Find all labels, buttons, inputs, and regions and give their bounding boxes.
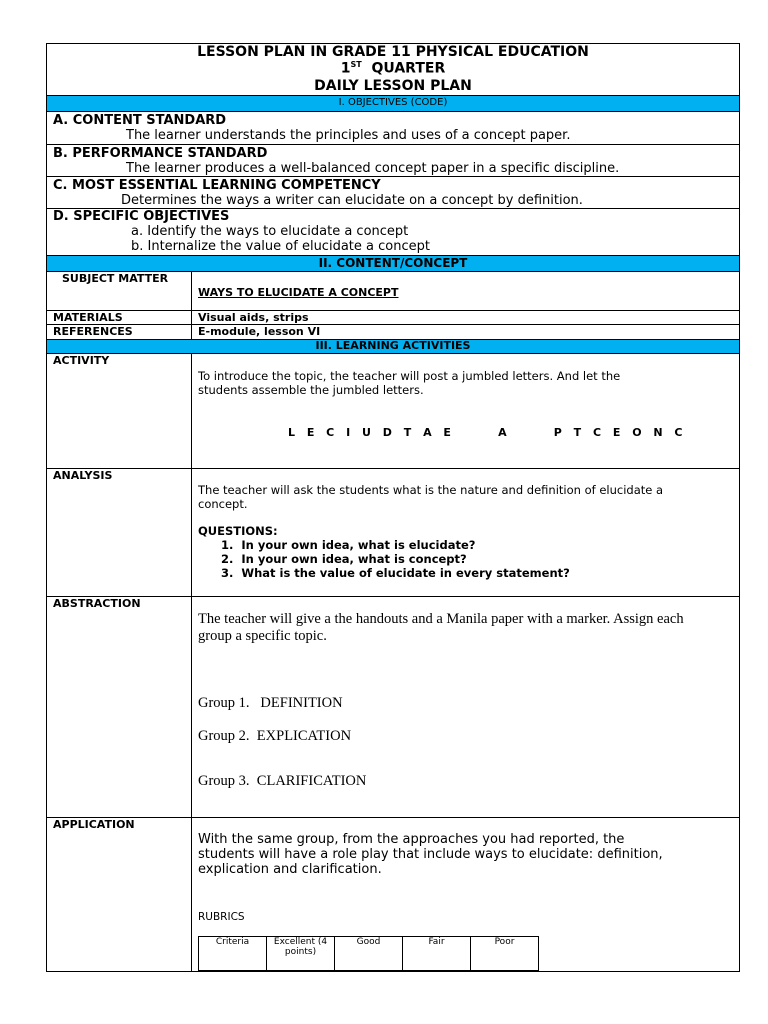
abstraction-text-line: The teacher will give a the handouts and a Manila paper with a marker. Assign each [198, 611, 684, 627]
quarter-superscript: ST [350, 60, 362, 69]
analysis-row [47, 469, 739, 597]
rubric-header-cell [335, 937, 403, 971]
competency-row [47, 177, 739, 209]
objectives-band [47, 96, 739, 112]
rubric-poor: Poor [494, 937, 515, 947]
header-daily-lesson-plan: DAILY LESSON PLAN [314, 78, 472, 94]
specific-objectives-row [47, 209, 739, 256]
subject-matter-label: SUBJECT MATTER [62, 272, 169, 285]
activity-label-cell [47, 354, 192, 468]
activity-text-line: students assemble the jumbled letters. [198, 383, 424, 397]
application-label: APPLICATION [53, 818, 135, 831]
activity-content-cell [192, 354, 739, 468]
activity-label: ACTIVITY [53, 354, 110, 367]
content-heading: II. CONTENT/CONCEPT [318, 256, 468, 270]
application-text-line: With the same group, from the approaches you had reported, the [198, 832, 625, 847]
learning-activities-band [47, 340, 739, 354]
analysis-label-cell [47, 469, 192, 596]
analysis-label: ANALYSIS [53, 469, 113, 482]
rubrics-table [198, 936, 539, 971]
performance-standard-title: B. PERFORMANCE STANDARD [53, 146, 268, 161]
application-text-line: students will have a role play that include ways to elucidate: definition, [198, 847, 663, 862]
specific-objective-item: b. Internalize the value of elucidate a concept [131, 239, 430, 254]
materials-row [47, 311, 739, 325]
activity-row [47, 354, 739, 469]
application-row [47, 818, 739, 971]
specific-objectives-title: D. SPECIFIC OBJECTIVES [53, 209, 230, 224]
abstraction-text-line: group a specific topic. [198, 628, 327, 644]
analysis-text-line: concept. [198, 497, 248, 511]
quarter-number: 1 [340, 60, 351, 77]
rubric-good: Good [356, 937, 381, 947]
materials-label-cell [47, 311, 192, 324]
rubrics-header-row [199, 937, 539, 971]
analysis-text-line: The teacher will ask the students what is the nature and definition of elucidate a [198, 483, 664, 497]
analysis-content-cell [192, 469, 739, 596]
abstraction-content-cell [192, 597, 739, 817]
references-label: REFERENCES [53, 325, 133, 338]
rubric-fair: Fair [428, 937, 445, 947]
references-value: E-module, lesson VI [198, 325, 321, 338]
quarter-word: QUARTER [371, 60, 446, 77]
rubric-header-cell [267, 937, 335, 971]
abstraction-label-cell [47, 597, 192, 817]
group-item: Group 2. EXPLICATION [198, 728, 352, 744]
materials-label: MATERIALS [53, 311, 123, 324]
header-quarter [47, 60, 739, 77]
subject-matter-value: WAYS TO ELUCIDATE A CONCEPT [198, 286, 399, 299]
subject-matter-row [47, 272, 739, 311]
rubric-header-cell [199, 937, 267, 971]
lesson-plan-document [46, 43, 740, 972]
questions-title: QUESTIONS: [198, 524, 278, 538]
header-title: LESSON PLAN IN GRADE 11 PHYSICAL EDUCATION [197, 44, 589, 60]
references-label-cell [47, 325, 192, 339]
question-item: 1. In your own idea, what is elucidate? [221, 538, 476, 552]
content-standard-text: The learner understands the principles and uses of a concept paper. [126, 128, 571, 143]
competency-title: C. MOST ESSENTIAL LEARNING COMPETENCY [53, 178, 381, 193]
rubrics-title: RUBRICS [198, 911, 245, 923]
performance-standard-text: The learner produces a well-balanced concept paper in a specific discipline. [126, 161, 620, 176]
objectives-heading: I. OBJECTIVES (CODE) [338, 97, 448, 108]
abstraction-row [47, 597, 739, 818]
performance-standard-row [47, 145, 739, 177]
learning-activities-heading: III. LEARNING ACTIVITIES [315, 339, 471, 352]
application-text-line: explication and clarification. [198, 862, 382, 877]
materials-value: Visual aids, strips [198, 311, 309, 324]
content-band [47, 256, 739, 272]
document-header [47, 44, 739, 96]
rubric-excellent-points: points) [284, 947, 317, 957]
application-label-cell [47, 818, 192, 971]
abstraction-label: ABSTRACTION [53, 597, 141, 610]
content-standard-title: A. CONTENT STANDARD [53, 113, 227, 128]
content-standard-row [47, 112, 739, 145]
group-item: Group 1. DEFINITION [198, 695, 343, 711]
subject-matter-value-cell [192, 272, 739, 310]
question-item: 3. What is the value of elucidate in every statement? [221, 566, 570, 580]
references-value-cell [192, 325, 739, 339]
specific-objective-item: a. Identify the ways to elucidate a concept [131, 224, 409, 239]
question-item: 2. In your own idea, what is concept? [221, 552, 467, 566]
rubric-criteria: Criteria [215, 937, 250, 947]
competency-text: Determines the ways a writer can elucidate on a concept by definition. [121, 193, 583, 208]
activity-text-line: To introduce the topic, the teacher will post a jumbled letters. And let the [198, 369, 621, 383]
subject-matter-label-cell [47, 272, 192, 310]
rubric-excellent: Excellent (4 [273, 937, 328, 947]
rubric-header-cell [471, 937, 539, 971]
references-row [47, 325, 739, 340]
group-item: Group 3. CLARIFICATION [198, 773, 367, 789]
jumbled-letters: L E C I U D T A E A P T C E O N C [288, 426, 686, 439]
application-content-cell [192, 818, 739, 971]
materials-value-cell [192, 311, 739, 324]
rubric-header-cell [403, 937, 471, 971]
